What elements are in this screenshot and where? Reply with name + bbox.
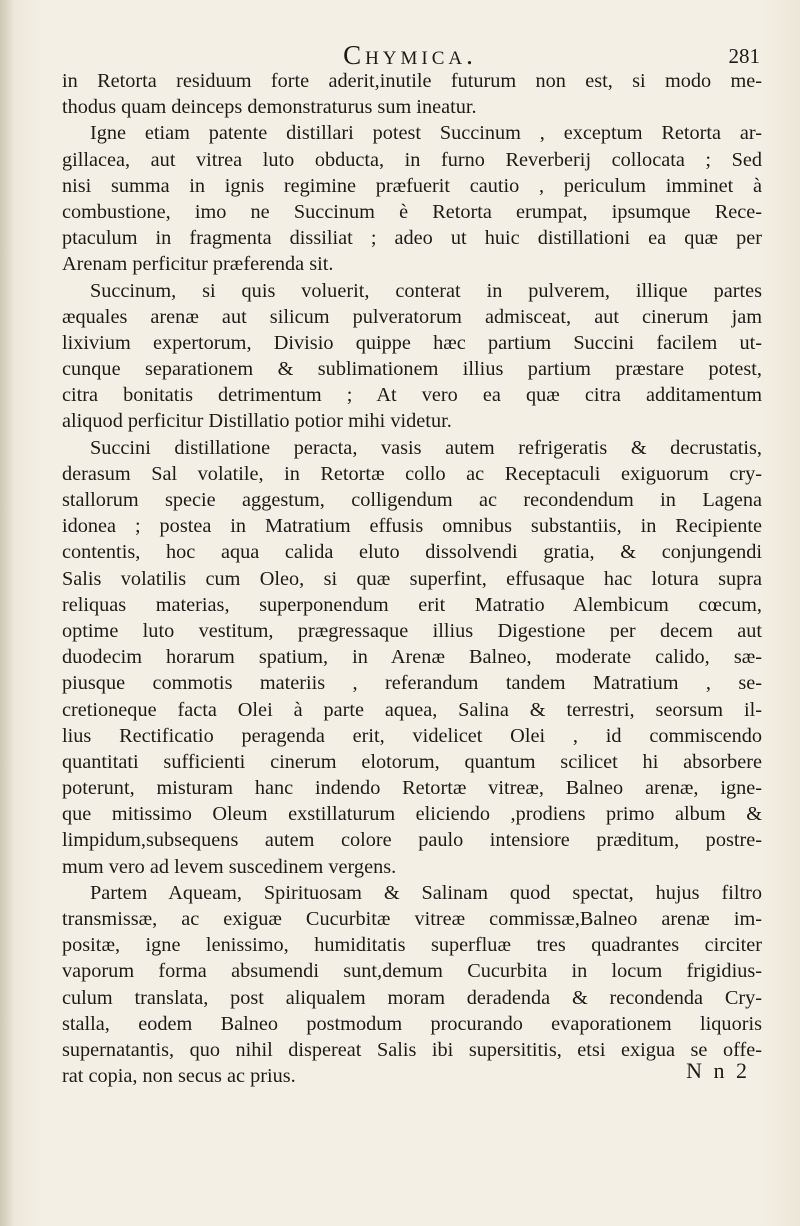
text-line: rat copia, non secus ac prius. [62,1065,296,1088]
text-line: culum translata, post aliqualem moram deradenda & recondenda Cry- [62,986,762,1009]
text-line: derasum Sal volatile, in Retortæ collo ac Receptaculi exiguorum cry- [62,462,762,485]
text-line: positæ, igne lenissimo, humiditatis superfluæ tres quadrantes circiter [62,934,762,957]
text-line: quantitati sufficienti cinerum elotorum, quantum scilicet hi absorbere [62,750,762,773]
page-number: 281 [728,44,760,68]
text-line: citra bonitatis detrimentum ; At vero ea quæ citra additamentum [62,384,762,407]
text-line: mum vero ad levem suscedinem vergens. [62,855,397,878]
text-line: Igne etiam patente distillari potest Succinum , exceptum Retorta ar- [90,122,762,145]
text-line: gillacea, aut vitrea luto obducta, in furno Reverberij collocata ; Sed [62,148,762,171]
text-line: Salis volatilis cum Oleo, si quæ superfint, effusaque hac lotura supra [62,567,762,590]
text-line: aliquod perficitur Distillatio potior mihi videtur. [62,410,452,433]
text-line: thodus quam deinceps demonstraturus sum ineatur. [62,96,477,119]
text-line: poterunt, misturam hanc indendo Retortæ vitreæ, Balneo arenæ, igne- [62,777,762,800]
signature-mark: N n 2 [686,1058,750,1083]
text-line: limpidum,subsequens autem colore paulo intensiore præditum, postre- [62,829,762,852]
text-line: ptaculum in fragmenta dissiliat ; adeo ut huic distillationi ea quæ per [62,227,762,250]
text-line: æquales arenæ aut silicum pulveratorum admisceat, aut cinerum jam [62,305,762,328]
text-line: Arenam perficitur præferenda sit. [62,253,334,276]
text-line: Partem Aqueam, Spirituosam & Salinam quod spectat, hujus filtro [90,881,762,904]
text-line: reliquas materias, superponendum erit Matratio Alembicum cœcum, [62,593,762,616]
text-line: cretioneque facta Olei à parte aquea, Salina & terrestri, seorsum il- [62,698,762,721]
gutter-shadow [0,0,14,1226]
body-text [62,68,762,1089]
text-line: duodecim horarum spatium, in Arenæ Balneo, moderate calido, sæ- [62,646,762,669]
text-line: optime luto vestitum, prægressaque illius Digestione per decem aut [62,619,762,642]
text-line: stalla, eodem Balneo postmodum procurando evaporationem liquoris [62,1012,762,1035]
text-line: nisi summa in ignis regimine præfuerit cautio , periculum imminet à [62,174,762,197]
footer [62,1058,762,1088]
text-line: idonea ; postea in Matratium effusis omnibus substantiis, in Recipiente [62,515,762,538]
text-line: supernatantis, quo nihil dispereat Salis ibi supersititis, etsi exigua se offe- [62,1038,762,1061]
text-line: lius Rectificatio peragenda erit, videlicet Olei , id commiscendo [62,724,762,747]
text-line: in Retorta residuum forte aderit,inutile futurum non est, si modo me- [62,70,762,92]
text-line: que mitissimo Oleum exstillaturum eliciendo ,prodiens primo album & [62,803,762,826]
text-line: Succinum, si quis voluerit, conterat in pulverem, illique partes [90,279,762,302]
text-line: Succini distillatione peracta, vasis autem refrigeratis & decrustatis, [90,436,762,459]
text-line: vaporum forma absumendi sunt,demum Cucurbita in locum frigidius- [62,960,762,983]
running-title: Chymica. [343,40,477,70]
text-line: combustione, imo ne Succinum è Retorta erumpat, ipsumque Rece- [62,200,762,223]
text-line: cunque separationem & sublimationem illius partium præstare potest, [62,358,762,381]
text-line: lixivium expertorum, Divisio quippe hæc partium Succini facilem ut- [62,331,762,354]
text-line: stallorum specie aggestum, colligendum ac recondendum in Lagena [62,489,762,511]
text-line: piusque commotis materiis , referandum tandem Matratium , se- [62,672,762,695]
text-line: transmissæ, ac exiguæ Cucurbitæ vitreæ commissæ,Balneo arenæ im- [62,908,762,930]
text-line: contentis, hoc aqua calida eluto dissolvendi gratia, & conjungendi [62,541,762,564]
